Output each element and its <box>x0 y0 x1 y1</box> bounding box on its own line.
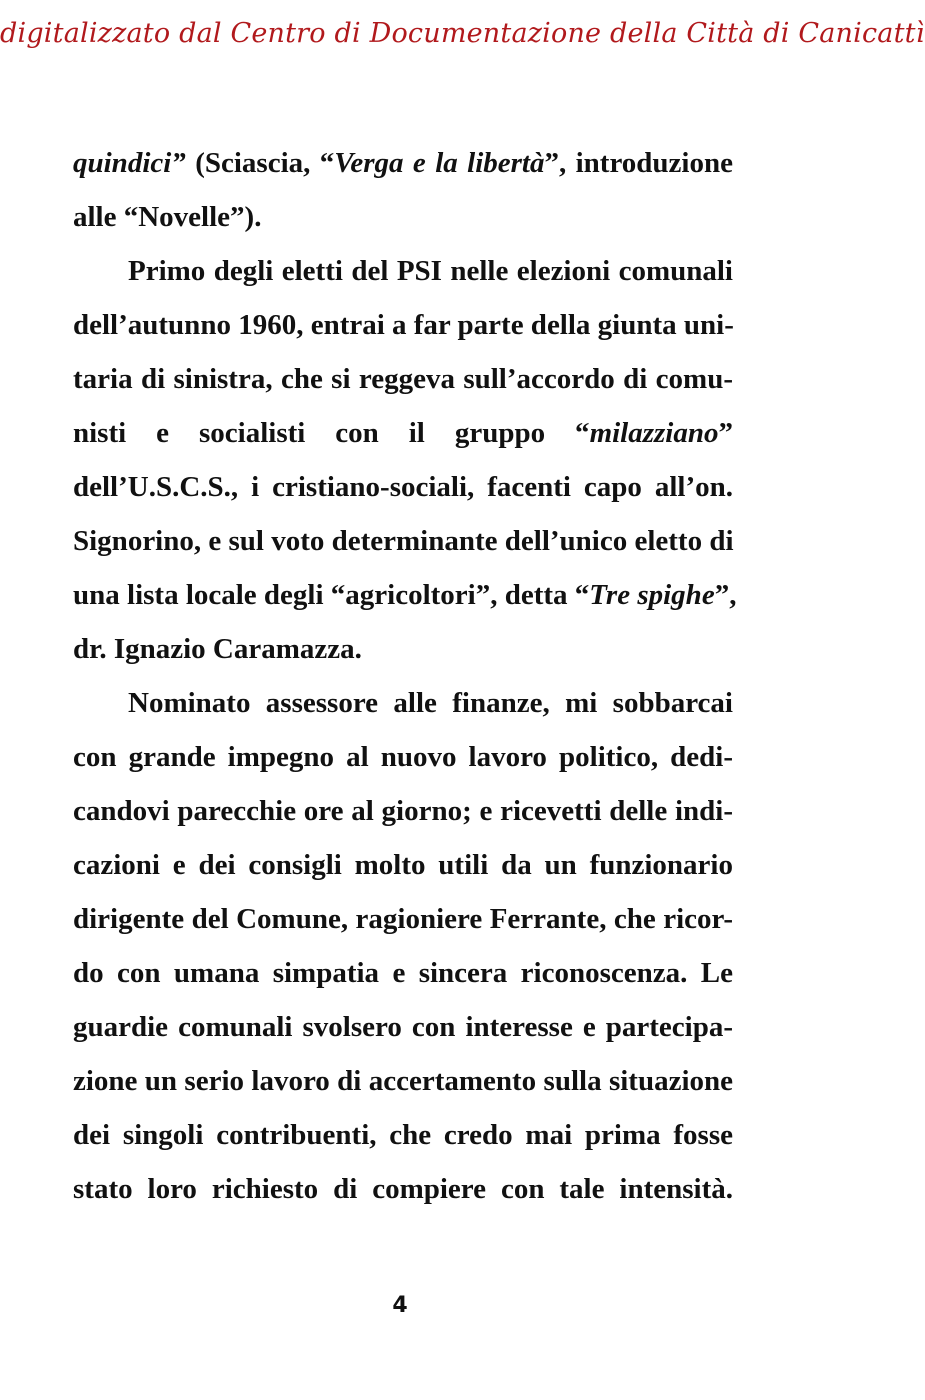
text-run: con grande impegno al nuovo lavoro politico, dedi- <box>73 741 733 773</box>
text-line <box>73 838 733 892</box>
text-run: alle “Novelle”). <box>73 201 262 233</box>
text-line <box>73 676 733 730</box>
text-run: ”, introduzione <box>544 147 733 179</box>
paragraph-3 <box>73 676 733 1216</box>
page-number: 4 <box>392 1293 408 1318</box>
text-line <box>73 892 733 946</box>
text-line <box>73 730 733 784</box>
text-line <box>73 568 737 622</box>
text-run: ” <box>718 417 733 449</box>
text-line <box>73 460 733 514</box>
text-run: stato loro richiesto di compiere con tale intensità. <box>73 1173 733 1205</box>
text-line <box>73 1000 733 1054</box>
text-run: ”, <box>714 579 737 611</box>
text-run: do con umana simpatia e sincera riconoscenza. Le <box>73 957 733 989</box>
italic-run: quindici” <box>73 147 186 179</box>
text-line <box>73 1054 733 1108</box>
text-run: zione un serio lavoro di accertamento sulla situazione <box>73 1065 733 1097</box>
text-line <box>73 1108 733 1162</box>
text-run: una lista locale degli “agricoltori”, detta “ <box>73 579 590 611</box>
text-run: dell’autunno 1960, entrai a far parte della giunta uni- <box>73 309 734 341</box>
text-line <box>73 406 733 460</box>
text-line <box>73 244 733 298</box>
text-run: Primo degli eletti del PSI nelle elezioni comunali <box>128 255 733 287</box>
text-run: cazioni e dei consigli molto utili da un funzionario <box>73 849 733 881</box>
text-line <box>73 784 733 838</box>
digitization-credit-header: digitalizzato dal Centro di Documentazione della Città di Canicattì <box>0 18 925 49</box>
italic-run: Verga e la libertà <box>334 147 545 179</box>
text-line <box>73 514 733 568</box>
text-run: guardie comunali svolsero con interesse e partecipa- <box>73 1011 733 1043</box>
body-text <box>73 136 737 1216</box>
text-line <box>73 352 733 406</box>
italic-run: Tre spighe <box>589 579 715 611</box>
text-line <box>73 1162 733 1216</box>
text-line <box>73 190 733 244</box>
text-run: dell’U.S.C.S., i cristiano-sociali, facenti capo all’on. <box>73 471 733 503</box>
text-run: (Sciascia, “ <box>185 147 335 179</box>
text-line <box>73 946 733 1000</box>
text-line <box>73 136 733 190</box>
text-run: dr. Ignazio Caramazza. <box>73 633 362 665</box>
text-run: taria di sinistra, che si reggeva sull’accordo di comu- <box>73 363 733 395</box>
text-line <box>73 622 733 676</box>
italic-run: milazziano <box>589 417 719 449</box>
text-run: candovi parecchie ore al giorno; e ricevetti delle indi- <box>73 795 733 827</box>
text-run: Nominato assessore alle finanze, mi sobbarcai <box>128 687 733 719</box>
text-run: nisti e socialisti con il gruppo “ <box>73 417 590 449</box>
text-line <box>73 298 733 352</box>
text-run: dirigente del Comune, ragioniere Ferrante, che ricor- <box>73 903 733 935</box>
text-run: Signorino, e sul voto determinante dell’unico eletto di <box>73 525 734 557</box>
paragraph-2 <box>73 244 737 676</box>
paragraph-1 <box>73 136 733 244</box>
text-run: dei singoli contribuenti, che credo mai prima fosse <box>73 1119 733 1151</box>
